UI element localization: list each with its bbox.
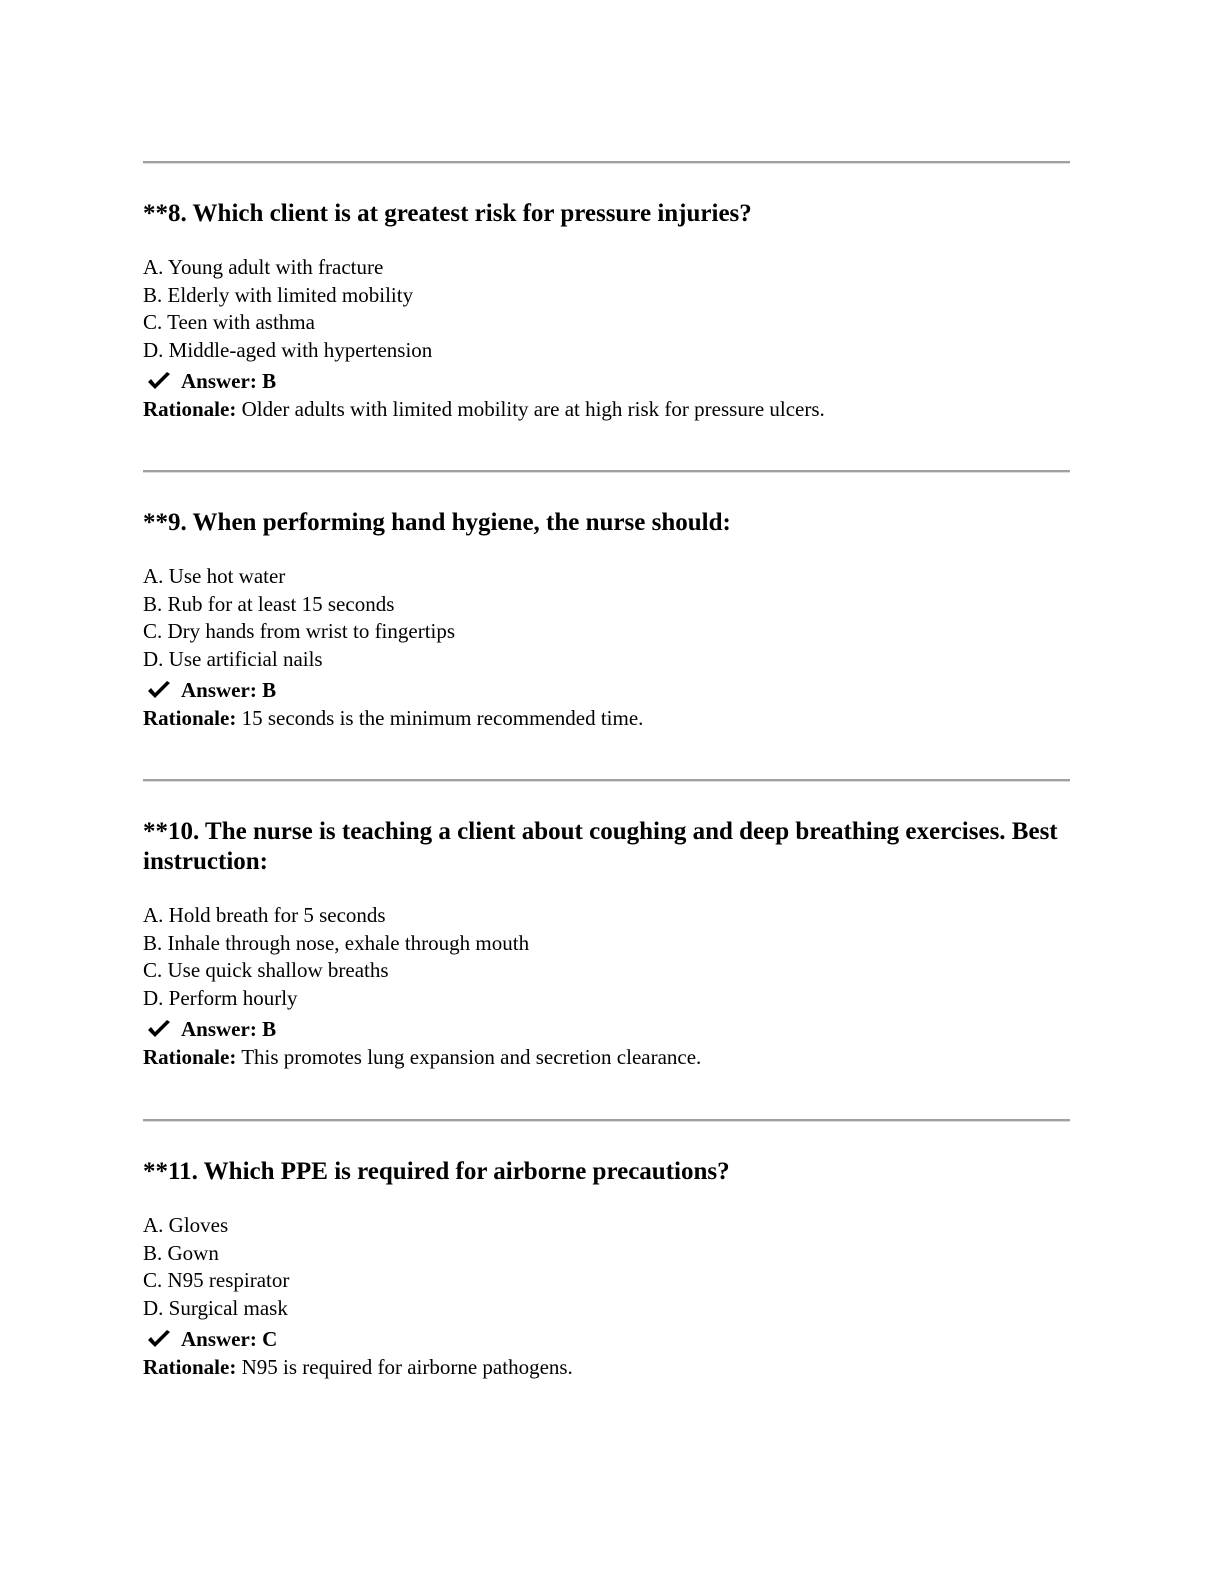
question-10 [143,817,1083,1071]
option-d: D. Perform hourly [143,985,298,1010]
option-d: D. Use artificial nails [143,646,323,671]
option-c: C. Teen with asthma [143,310,315,334]
options-list [143,563,1083,673]
question-title: **8. Which client is at greatest risk for pressure injuries? [143,200,752,227]
answer-text: Answer: C [181,1327,278,1351]
divider [143,470,1070,473]
answer-line [143,676,1083,704]
rationale-text: 15 seconds is the minimum recommended time. [236,706,644,730]
divider [143,779,1070,782]
answer-line [143,1325,1083,1353]
question-9 [143,508,1083,732]
options-list [143,254,1083,364]
question-title: **9. When performing hand hygiene, the nurse should: [143,509,731,536]
divider [143,161,1070,164]
option-a: A. Use hot water [143,564,286,588]
option-d: D. Middle-aged with hypertension [143,337,433,362]
options-list [143,1212,1083,1322]
divider [143,1119,1070,1122]
option-a: A. Young adult with fracture [143,255,384,279]
rationale-label: Rationale: [143,397,237,421]
option-a: A. Gloves [143,1213,229,1237]
check-icon [146,1329,172,1349]
option-b: B. Rub for at least 15 seconds [143,591,395,616]
option-d: D. Surgical mask [143,1295,288,1320]
answer-line [143,1015,1083,1043]
options-list [143,902,1083,1012]
rationale [143,395,1083,423]
rationale [143,704,1083,732]
question-title: **11. Which PPE is required for airborne precautions? [143,1158,730,1185]
question-title: **10. The nurse is teaching a client about coughing and deep breathing exercises. Best instruction: [143,818,1058,875]
rationale-text: This promotes lung expansion and secretion clearance. [236,1045,702,1069]
option-c: C. Use quick shallow breaths [143,958,389,982]
option-c: C. N95 respirator [143,1268,290,1292]
option-a: A. Hold breath for 5 seconds [143,903,386,927]
rationale-label: Rationale: [143,1355,237,1379]
rationale-text: N95 is required for airborne pathogens. [236,1355,573,1379]
rationale-label: Rationale: [143,1045,237,1069]
answer-text: Answer: B [181,1017,277,1041]
check-icon [146,371,172,391]
option-b: B. Elderly with limited mobility [143,282,414,307]
answer-text: Answer: B [181,678,277,702]
option-b: B. Inhale through nose, exhale through mouth [143,930,530,955]
answer-line [143,367,1083,395]
option-b: B. Gown [143,1240,219,1265]
question-8 [143,199,1083,423]
rationale [143,1353,1083,1381]
rationale-text: Older adults with limited mobility are at high risk for pressure ulcers. [236,397,825,421]
answer-text: Answer: B [181,369,277,393]
check-icon [146,680,172,700]
option-c: C. Dry hands from wrist to fingertips [143,619,456,643]
rationale [143,1043,1083,1071]
check-icon [146,1019,172,1039]
rationale-label: Rationale: [143,706,237,730]
question-11 [143,1157,1083,1381]
